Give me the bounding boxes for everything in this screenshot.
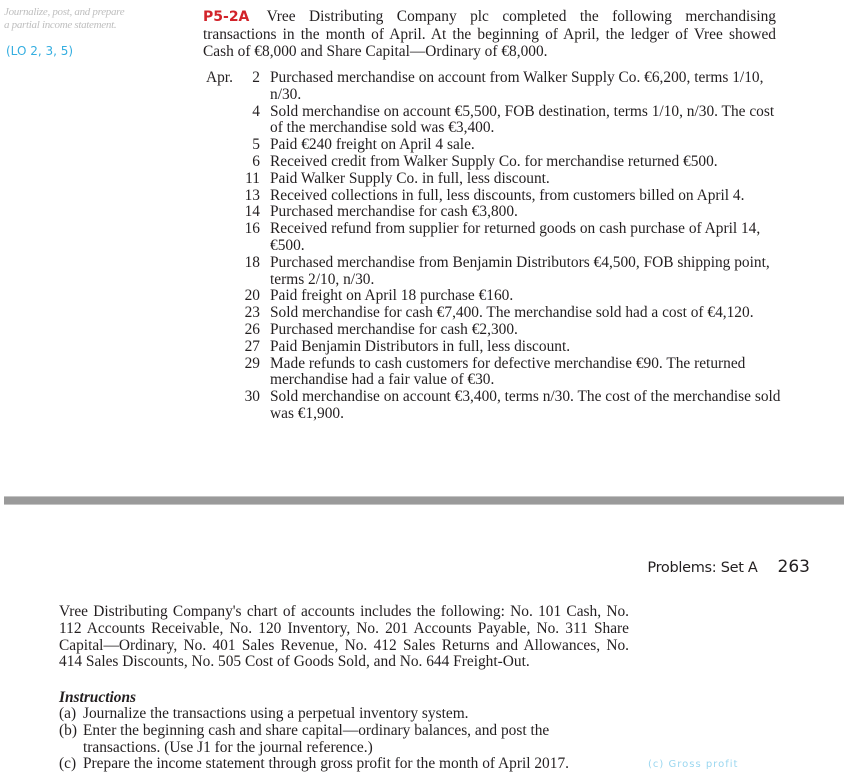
- transaction-month: [206, 204, 242, 221]
- transaction-description: Sold merchandise on account €3,400, terms n/30. The cost of the merchandise sold was €1,900.: [270, 388, 781, 422]
- transaction-month: [206, 322, 242, 339]
- transaction-row: [206, 305, 786, 322]
- instruction-text: Journalize the transactions using a perpetual inventory system.: [83, 705, 469, 722]
- instruction-label: (b): [59, 721, 77, 739]
- transaction-row: [206, 288, 786, 305]
- problem-id: P5-2A: [203, 9, 250, 25]
- transaction-description: Paid €240 freight on April 4 sale.: [270, 136, 475, 154]
- instruction-text: Prepare the income statement through gross profit for the month of April 2017.: [83, 755, 569, 773]
- transaction-month: [206, 221, 242, 255]
- learning-objectives: (LO 2, 3, 5): [6, 44, 74, 58]
- transaction-row: [206, 356, 786, 390]
- transaction-row: [206, 389, 786, 423]
- transaction-day: 5: [252, 136, 260, 154]
- transaction-month: [206, 154, 242, 171]
- transaction-month: [206, 171, 242, 188]
- transaction-day: 20: [244, 287, 260, 305]
- transaction-row: [206, 154, 786, 171]
- transaction-month: [206, 188, 242, 205]
- transaction-day: 4: [252, 102, 260, 120]
- instruction-item: [59, 756, 629, 773]
- transaction-day: 14: [244, 203, 260, 221]
- transaction-day: 2: [252, 69, 260, 86]
- problem-intro-text: Vree Distributing Company plc completed the following merchandising transactions in the month of April. At the beginning of April, the ledger of Vree showed Cash of €8,000 and Share Capital—Ordinary of €8,000.: [203, 8, 776, 60]
- transaction-list: [206, 70, 786, 423]
- transaction-row: [206, 339, 786, 356]
- page-divider: [4, 496, 844, 505]
- transaction-day: 23: [244, 304, 260, 322]
- instructions-heading: Instructions: [59, 689, 136, 706]
- transaction-month: [206, 288, 242, 305]
- transaction-row: [206, 221, 786, 255]
- margin-note-line-2: a partial income statement.: [4, 19, 117, 31]
- transaction-day: 13: [244, 186, 260, 204]
- transaction-description: Received collections in full, less discounts, from customers billed on April 4.: [270, 186, 745, 204]
- transaction-row: [206, 204, 786, 221]
- transaction-month: [206, 104, 242, 138]
- transaction-month: [206, 356, 242, 390]
- problem-intro: [203, 8, 776, 60]
- running-head: [647, 557, 810, 577]
- transaction-description: Purchased merchandise for cash €3,800.: [270, 203, 518, 221]
- page-number: 263: [777, 557, 810, 577]
- transaction-description: Made refunds to cash customers for defective merchandise €90. The returned merchandise had a fair value of €30.: [270, 354, 746, 389]
- transaction-row: [206, 171, 786, 188]
- transaction-day: 16: [244, 220, 260, 238]
- transaction-description: Paid freight on April 18 purchase €160.: [270, 287, 514, 305]
- transaction-row: [206, 322, 786, 339]
- transaction-day: 18: [244, 253, 260, 271]
- transaction-row: [206, 70, 786, 104]
- margin-note-line-1: Journalize, post, and prepare: [4, 6, 125, 18]
- transaction-description: Sold merchandise on account €5,500, FOB destination, terms 1/10, n/30. The cost of the merchandise sold was €3,400.: [270, 102, 775, 137]
- transaction-description: Sold merchandise for cash €7,400. The merchandise sold had a cost of €4,120.: [270, 304, 754, 322]
- transaction-month: [206, 389, 242, 423]
- transaction-day: 30: [244, 388, 260, 406]
- transaction-day: 26: [244, 320, 260, 338]
- transaction-day: 29: [244, 354, 260, 372]
- transaction-row: [206, 255, 786, 289]
- margin-note: [4, 6, 184, 32]
- instruction-label: (c): [59, 755, 77, 773]
- transaction-description: Received refund from supplier for returned goods on cash purchase of April 14, €500.: [270, 220, 761, 254]
- transaction-row: [206, 137, 786, 154]
- transaction-description: Purchased merchandise for cash €2,300.: [270, 320, 518, 338]
- transaction-row: [206, 188, 786, 205]
- transaction-day: 27: [244, 337, 260, 355]
- transaction-month: [206, 305, 242, 322]
- section-title: Problems: Set A: [647, 560, 758, 576]
- transaction-month: [206, 137, 242, 154]
- transaction-description: Received credit from Walker Supply Co. for merchandise returned €500.: [270, 152, 718, 170]
- transaction-row: [206, 104, 786, 138]
- transaction-description: Paid Benjamin Distributors in full, less discount.: [270, 337, 571, 355]
- transaction-month: Apr.: [206, 69, 233, 86]
- instruction-label: (a): [59, 705, 77, 722]
- transaction-description: Paid Walker Supply Co. in full, less discount.: [270, 169, 550, 187]
- transaction-month: [206, 255, 242, 289]
- margin-answer-note: (c) Gross profit: [648, 759, 739, 770]
- transaction-day: 11: [245, 169, 260, 187]
- instruction-item: [59, 723, 629, 757]
- transaction-day: 6: [252, 152, 260, 170]
- transaction-month: [206, 339, 242, 356]
- chart-of-accounts: Vree Distributing Company's chart of accounts includes the following: No. 101 Cash, No. 112 Accounts Receivable, No. 120 Inventory, No. 201 Accounts Payable, No. 311 Share Capital—Ordinary, No. 401 Sales Revenue, No. 412 Sales Returns and Allowances, No. 414 Sales Discounts, No. 505 Cost of Goods Sold, and No. 644 Freight-Out.: [59, 603, 629, 671]
- instruction-item: [59, 706, 629, 723]
- transaction-description: Purchased merchandise on account from Walker Supply Co. €6,200, terms 1/10, n/30.: [270, 69, 764, 103]
- instruction-text: Enter the beginning cash and share capital—ordinary balances, and post the transactions. (Use J1 for the journal reference.): [83, 721, 550, 756]
- instructions-list: [59, 706, 629, 773]
- transaction-description: Purchased merchandise from Benjamin Distributors €4,500, FOB shipping point, terms 2/10, n/30.: [270, 253, 770, 288]
